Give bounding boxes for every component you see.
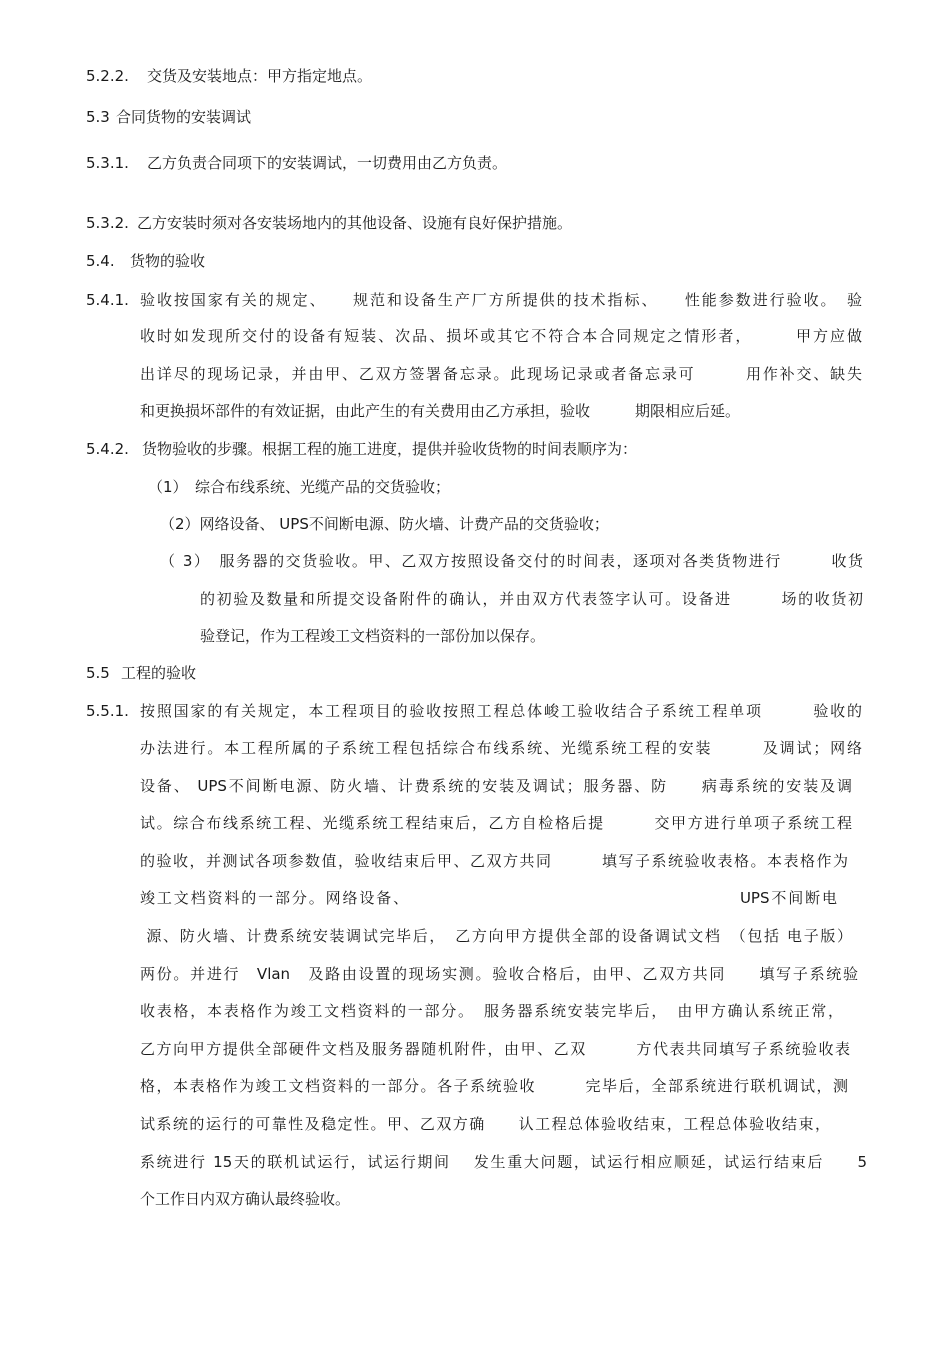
section-text: 货物验收的步骤。根据工程的施工进度，提供并验收货物的时间表顺序为： — [142, 440, 638, 458]
list-item: （2）网络设备、 UPS不间断电源、防火墙、计费产品的交货验收； — [160, 515, 609, 533]
paragraph-line: 格，本表格作为竣工文档资料的一部分。各子系统验收 完毕后，全部系统进行联机调试，测 — [140, 1077, 848, 1095]
paragraph-line: 源、防火墙、计费系统安装调试完毕后， 乙方向甲方提供全部的设备调试文档 （包括 电子版） — [140, 927, 852, 945]
section-text: 乙方安装时须对各安装场地内的其他设备、设施有良好保护措施。 — [137, 214, 573, 232]
list-item-line: 验登记，作为工程竣工文档资料的一部份加以保存。 — [200, 627, 546, 645]
section-text: 乙方负责合同项下的安装调试，一切费用由乙方负责。 — [147, 154, 508, 172]
section-heading-number: 5.3 — [86, 108, 110, 126]
paragraph-line: 两份。并进行 Vlan 及路由设置的现场实测。验收合格后，由甲、乙双方共同 填写子系统验 — [140, 965, 858, 983]
section-text: 交货及安装地点：甲方指定地点。 — [147, 67, 373, 85]
paragraph-line: 验收按国家有关的规定、 规范和设备生产厂方所提供的技术指标、 性能参数进行验收。 验 — [140, 291, 862, 309]
paragraph-line: 个工作日内双方确认最终验收。 — [140, 1190, 351, 1208]
section-heading-number: 5.5 — [86, 664, 110, 682]
list-item: （1） 综合布线系统、光缆产品的交货验收； — [148, 478, 451, 496]
paragraph-line: 乙方向甲方提供全部硬件文档及服务器随机附件，由甲、乙双 方代表共同填写子系统验收表 — [140, 1040, 850, 1058]
paragraph-line: 收表格，本表格作为竣工文档资料的一部分。 服务器系统安装完毕后， 由甲方确认系统正常， — [140, 1002, 843, 1020]
section-heading: 工程的验收 — [121, 664, 197, 682]
paragraph-line: 设备、 UPS不间断电源、防火墙、计费系统的安装及调试；服务器、防 病毒系统的安装及调 — [140, 777, 852, 795]
paragraph-line: 收时如发现所交付的设备有短装、次品、损坏或其它不符合本合同规定之情形者， 甲方应做 — [140, 327, 862, 345]
section-number: 5.3.1. — [86, 154, 129, 172]
paragraph-line: 按照国家的有关规定，本工程项目的验收按照工程总体峻工验收结合子系统工程单项 验收的 — [140, 702, 862, 720]
list-item-line: （ 3） 服务器的交货验收。甲、乙双方按照设备交付的时间表，逐项对各类货物进行 收货 — [160, 552, 863, 570]
paragraph-line: 系统进行 15天的联机试运行，试运行期间 发生重大问题，试运行相应顺延，试运行结束后 5 — [140, 1153, 867, 1171]
section-heading-number: 5.4. — [86, 252, 115, 270]
paragraph-line: 出详尽的现场记录，并由甲、乙双方签署备忘录。此现场记录或者备忘录可 用作补交、缺失 — [140, 365, 862, 383]
paragraph-line: 试系统的运行的可靠性及稳定性。甲、乙双方确 认工程总体验收结束，工程总体验收结束， — [140, 1115, 830, 1133]
paragraph-line: 的验收，并测试各项参数值，验收结束后甲、乙双方共同 填写子系统验收表格。本表格作为 — [140, 852, 848, 870]
list-item-line: 的初验及数量和所提交设备附件的确认，并由双方代表签字认可。设备进 场的收货初 — [200, 590, 863, 608]
paragraph-line: 和更换损坏部件的有效证据，由此产生的有关费用由乙方承担，验收 期限相应后延。 — [140, 402, 741, 420]
section-number: 5.5.1. — [86, 702, 129, 720]
paragraph-line: 竣工文档资料的一部分。网络设备、 UPS不间断电 — [140, 889, 837, 907]
section-heading: 合同货物的安装调试 — [116, 108, 252, 126]
section-number: 5.3.2. — [86, 214, 129, 232]
paragraph-line: 办法进行。本工程所属的子系统工程包括综合布线系统、光缆系统工程的安装 及调试；网络 — [140, 739, 862, 757]
section-number: 5.4.1. — [86, 291, 129, 309]
section-number: 5.2.2. — [86, 67, 129, 85]
paragraph-line: 试。综合布线系统工程、光缆系统工程结束后，乙方自检格后提 交甲方进行单项子系统工程 — [140, 814, 852, 832]
section-number: 5.4.2. — [86, 440, 129, 458]
section-heading: 货物的验收 — [130, 252, 206, 270]
